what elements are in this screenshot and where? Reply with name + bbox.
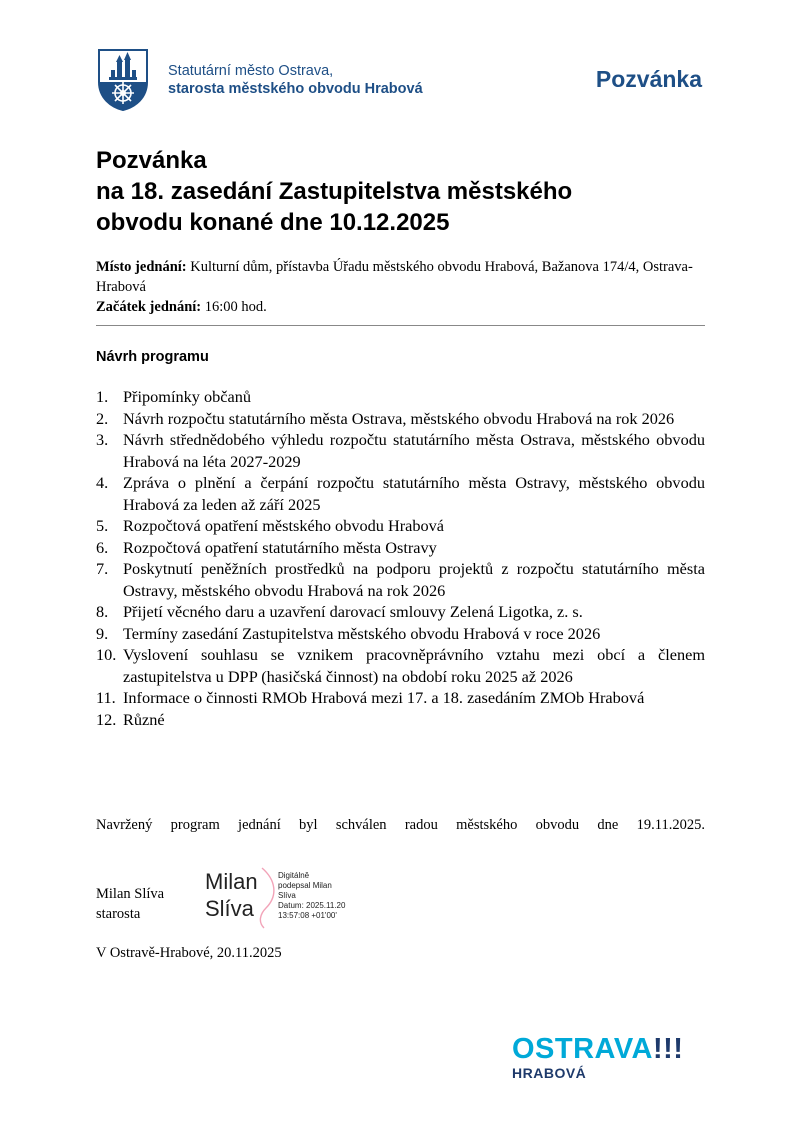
- meeting-details: [96, 257, 706, 317]
- ostrava-hrabova-logo: [512, 1032, 683, 1080]
- title-line-1: Pozvánka: [96, 147, 207, 174]
- agenda-item-number: 6.: [96, 537, 109, 557]
- agenda-item-number: 5.: [96, 516, 109, 535]
- place-and-date: V Ostravě-Hrabové, 20.11.2025: [96, 945, 282, 961]
- agenda-item-text: Poskytnutí peněžních prostředků na podporu projektů z rozpočtu statutárního města Ostravy, městského obvodu Hrabová na rok 2026: [123, 559, 705, 600]
- agenda-item-text: Návrh rozpočtu statutárního města Ostrava, městského obvodu Hrabová na rok 2026: [123, 408, 675, 428]
- logo-subtitle: HRABOVÁ: [512, 1065, 587, 1081]
- signature-detail-line: Datum: 2025.11.20: [278, 901, 346, 910]
- title-line-3: obvodu konané dne 10.12.2025: [96, 209, 450, 236]
- issuer-line-1: Statutární město Ostrava,: [168, 63, 334, 79]
- meeting-start: [96, 297, 706, 317]
- logo-main-text: OSTRAVA: [512, 1033, 653, 1065]
- agenda-item: [96, 687, 705, 709]
- agenda-item-number: 11.: [96, 688, 116, 707]
- agenda-item: [96, 709, 705, 731]
- agenda-item: [96, 429, 705, 472]
- meeting-place: [96, 257, 706, 297]
- document-type-label: Pozvánka: [595, 66, 702, 92]
- agenda-item-text: Rozpočtová opatření městského obvodu Hrabová: [123, 516, 445, 535]
- issuer-block: [168, 62, 423, 98]
- approval-note: Navržený program jednání byl schválen radou městského obvodu dne 19.11.2025.: [96, 817, 705, 833]
- agenda-item: [96, 472, 705, 515]
- agenda-item-text: Různé: [123, 709, 165, 729]
- document-title: [96, 145, 716, 238]
- divider: [96, 325, 705, 326]
- agenda-item: [96, 644, 705, 687]
- agenda-item-text: Návrh střednědobého výhledu rozpočtu statutárního města Ostrava, městského obvodu Hrabová na léta 2027-2029: [123, 430, 705, 471]
- signature-detail-line: podepsal Milan: [278, 881, 332, 890]
- signature-line-1: Milan: [205, 869, 258, 894]
- agenda-item-text: Vyslovení souhlasu se vznikem pracovněprávního vztahu mezi obcí a členem zastupitelstva u DPP (hasičská činnost) na období roku 2025 až 2026: [123, 645, 705, 686]
- agenda-item-number: 7.: [96, 559, 109, 578]
- logo-wordmark: [512, 1032, 683, 1066]
- digital-signature-details: [278, 871, 345, 921]
- agenda-item: [96, 515, 705, 537]
- agenda-item: [96, 537, 705, 559]
- meeting-start-value: 16:00 hod.: [204, 299, 267, 315]
- agenda-item-number: 1.: [96, 387, 109, 406]
- agenda-item-number: 2.: [96, 408, 109, 428]
- agenda-item-text: Termíny zasedání Zastupitelstva městského obvodu Hrabová v roce 2026: [123, 623, 601, 643]
- logo-exclamation-marks: !!!: [652, 1033, 684, 1065]
- digital-signature-name: [205, 868, 258, 922]
- agenda-item-number: 10.: [96, 645, 117, 664]
- issuer-line-2: starosta městského obvodu Hrabová: [168, 81, 423, 97]
- agenda-item: [96, 386, 705, 408]
- title-line-2: na 18. zasedání Zastupitelstva městského: [96, 178, 573, 205]
- agenda-list: [96, 386, 705, 730]
- signer-role: starosta: [96, 906, 141, 922]
- signature-detail-line: Slíva: [278, 891, 296, 900]
- meeting-start-label: Začátek jednání:: [96, 299, 202, 315]
- agenda-item-text: Přijetí věcného daru a uzavření darovací smlouvy Zelená Ligotka, z. s.: [123, 602, 583, 621]
- meeting-place-label: Místo jednání:: [96, 259, 187, 275]
- agenda-item: [96, 623, 705, 645]
- agenda-item-number: 9.: [96, 623, 109, 643]
- agenda-item: [96, 558, 705, 601]
- agenda-item-text: Rozpočtová opatření statutárního města Ostravy: [123, 537, 437, 557]
- signer-block: [96, 884, 164, 924]
- agenda-item-text: Zpráva o plnění a čerpání rozpočtu statutárního města Ostravy, městského obvodu Hrabová za leden až září 2025: [123, 473, 705, 514]
- signature-detail-line: Digitálně: [278, 871, 310, 880]
- agenda-item-text: Informace o činnosti RMOb Hrabová mezi 17. a 18. zasedáním ZMOb Hrabová: [123, 688, 645, 707]
- agenda-item: [96, 601, 705, 623]
- program-heading: Návrh programu: [96, 349, 209, 365]
- signature-line-2: Slíva: [205, 896, 254, 921]
- agenda-item: [96, 408, 705, 430]
- agenda-item-number: 3.: [96, 430, 109, 449]
- agenda-item-number: 8.: [96, 602, 109, 621]
- signature-detail-line: 13:57:08 +01'00': [278, 911, 337, 920]
- signer-name: Milan Slíva: [96, 886, 165, 902]
- meeting-place-value: Kulturní dům, přístavba Úřadu městského obvodu Hrabová, Bažanova 174/4, Ostrava-Hrabová: [96, 259, 693, 295]
- agenda-item-text: Připomínky občanů: [123, 387, 251, 406]
- agenda-item-number: 12.: [96, 709, 117, 729]
- ostrava-crest-icon: [97, 48, 149, 112]
- agenda-item-number: 4.: [96, 473, 109, 492]
